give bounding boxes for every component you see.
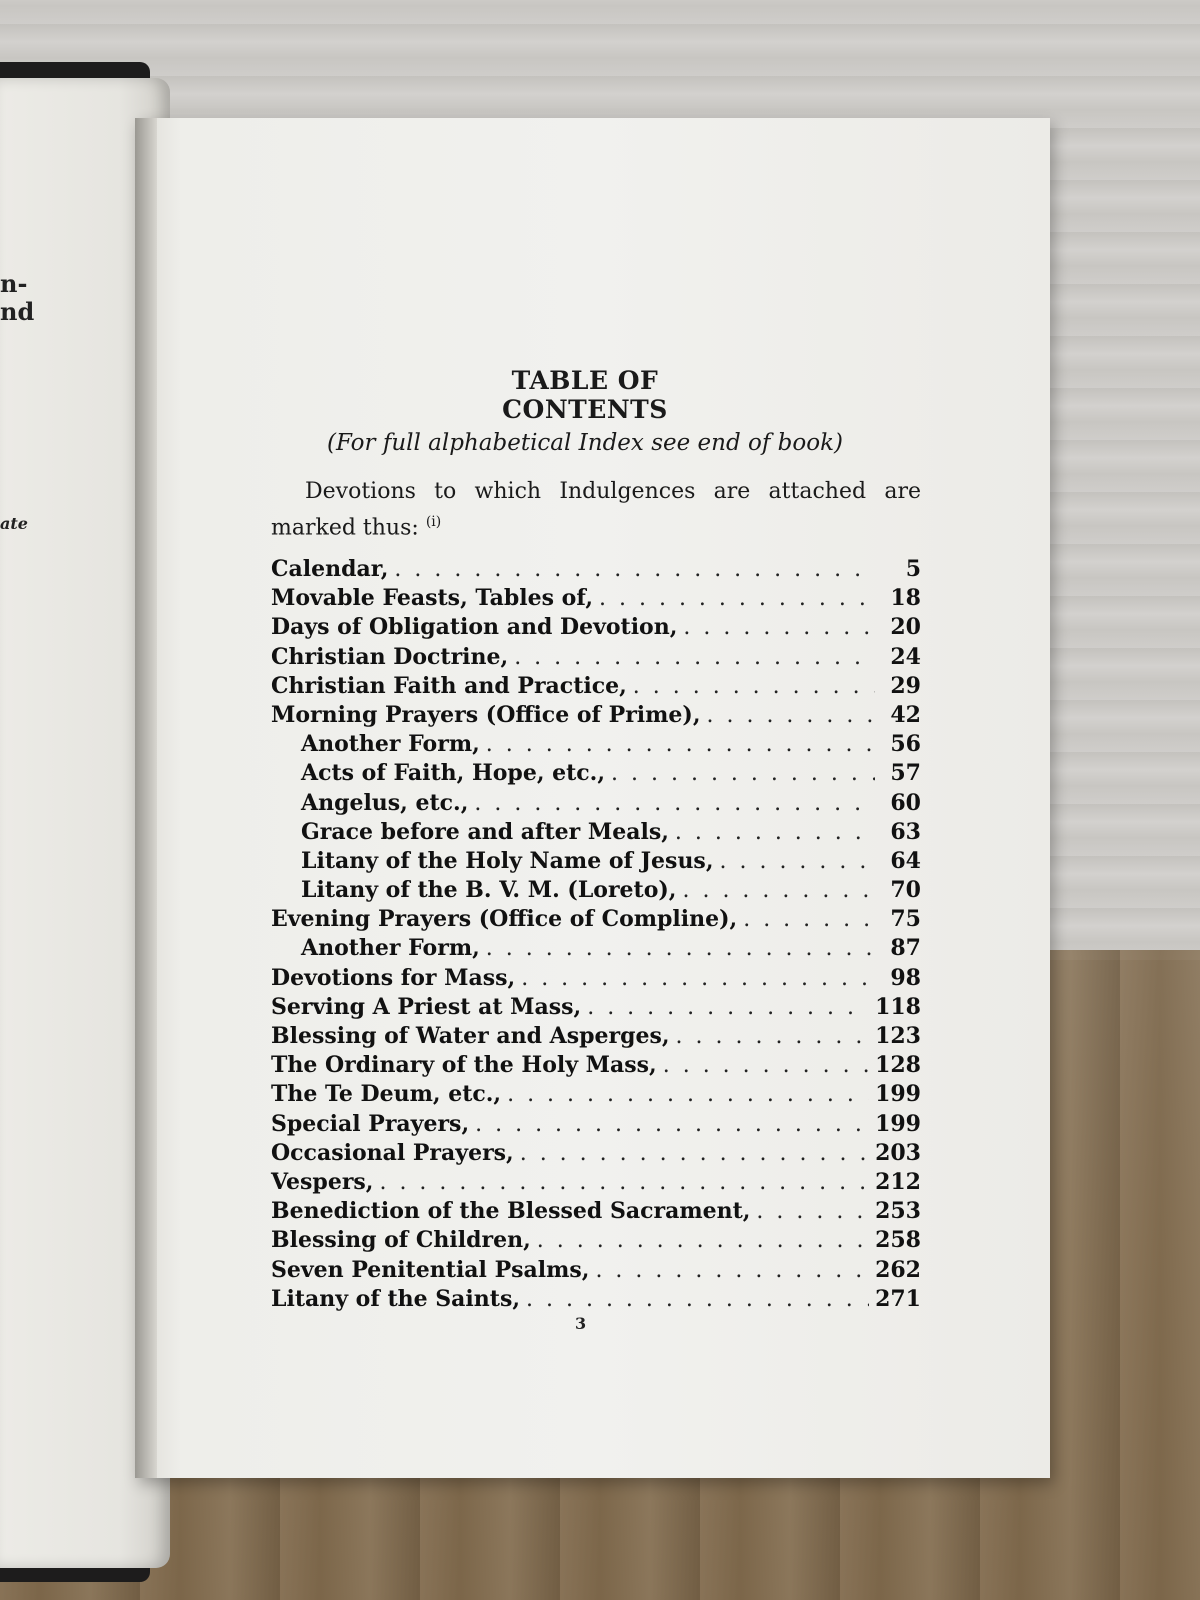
toc-subentry	[271, 790, 921, 819]
toc-entry-page: 271	[875, 1285, 921, 1312]
toc-entry	[271, 585, 921, 614]
toc-entry	[271, 673, 921, 702]
toc-entry-label: Acts of Faith, Hope, etc.,	[301, 760, 606, 787]
toc-entry	[271, 1081, 921, 1110]
toc-entry-page: 18	[890, 585, 921, 612]
toc-entry	[271, 965, 921, 994]
toc-entry-page: 128	[875, 1052, 921, 1079]
indulgence-mark: (i)	[425, 514, 442, 530]
toc-entry-label: Blessing of Water and Asperges,	[271, 1023, 670, 1049]
toc-entry-page: 118	[875, 993, 921, 1020]
leader-dots	[514, 645, 875, 670]
toc-entry-label: Seven Penitential Psalms,	[271, 1256, 590, 1283]
toc-entry-label: The Te Deum, etc.,	[271, 1081, 502, 1108]
toc-entry-label: Vespers,	[271, 1168, 374, 1195]
leader-dots	[537, 1228, 869, 1253]
toc-entry-label: Angelus, etc.,	[301, 789, 469, 816]
toc-entry	[271, 994, 921, 1023]
toc-entry-label: The Ordinary of the Holy Mass,	[271, 1052, 657, 1079]
toc-entry	[271, 702, 921, 731]
toc-entry	[271, 1227, 921, 1256]
leader-dots	[756, 1199, 869, 1224]
toc-entry	[271, 1140, 921, 1169]
toc-entry-label: Occasional Prayers,	[271, 1139, 514, 1166]
toc-entry	[271, 1052, 921, 1081]
toc-subentry	[271, 760, 921, 789]
toc-entry-page: 42	[890, 701, 921, 728]
leader-dots	[683, 615, 875, 640]
toc-entry-label: Movable Feasts, Tables of,	[271, 585, 593, 612]
toc-entry-label: Devotions for Mass,	[271, 964, 516, 991]
toc-entry-page: 123	[875, 1023, 921, 1049]
toc-entry-label: Days of Obligation and Devotion,	[271, 614, 678, 641]
toc-entry	[271, 906, 921, 935]
toc-entry-page: 98	[890, 964, 921, 991]
toc-entry-label: Morning Prayers (Office of Prime),	[271, 701, 701, 728]
leader-dots	[743, 907, 875, 932]
toc-entry	[271, 1198, 921, 1227]
toc-entry-page: 258	[875, 1227, 921, 1254]
toc-entry-page: 63	[890, 818, 921, 845]
toc-entry-label: Calendar,	[271, 556, 389, 582]
page-title: TABLE OF CONTENTS	[502, 366, 668, 424]
leader-dots	[587, 995, 869, 1020]
left-page-fragment: n-	[0, 269, 28, 298]
leader-dots	[706, 703, 875, 728]
toc-entry-label: Evening Prayers (Office of Compline),	[271, 906, 738, 933]
toc-entry-label: Blessing of Children,	[271, 1227, 531, 1254]
leader-dots	[475, 1112, 869, 1137]
toc-entry-page: 199	[875, 1081, 921, 1108]
toc-entry-page: 60	[890, 789, 921, 816]
page-subtitle: (For full alphabetical Index see end of book)	[327, 430, 843, 456]
toc-entry-label: Serving A Priest at Mass,	[271, 993, 582, 1020]
toc-entry-label: Litany of the Saints,	[271, 1285, 520, 1312]
page-gutter	[135, 118, 157, 1478]
toc-subentry	[271, 848, 921, 877]
toc-entry-page: 24	[890, 643, 921, 670]
leader-dots	[595, 1258, 869, 1283]
leader-dots	[676, 1024, 870, 1049]
indulgence-note	[271, 476, 921, 543]
toc-entry-label: Grace before and after Meals,	[301, 818, 669, 845]
leader-dots	[599, 586, 875, 611]
toc-entry-page: 262	[875, 1256, 921, 1283]
toc-entry-label: Litany of the Holy Name of Jesus,	[301, 847, 714, 874]
leader-dots	[663, 1053, 869, 1078]
toc-entry	[271, 1169, 921, 1198]
leader-dots	[719, 849, 875, 874]
leader-dots	[507, 1082, 869, 1107]
toc-entry-page: 20	[890, 614, 921, 641]
toc-entry	[271, 1111, 921, 1140]
right-page	[135, 118, 1050, 1478]
leader-dots	[486, 732, 875, 757]
leader-dots	[675, 820, 875, 845]
toc-entry-label: Special Prayers,	[271, 1110, 470, 1137]
indulgence-note-text: Devotions to which Indulgences are attached are marked thus:	[271, 479, 921, 541]
toc-entry-label: Christian Doctrine,	[271, 643, 509, 670]
leader-dots	[526, 1287, 869, 1312]
leader-dots	[379, 1170, 869, 1195]
toc-entry	[271, 556, 921, 585]
leader-dots	[611, 761, 875, 786]
toc-list	[271, 556, 921, 1315]
toc-entry-label: Benediction of the Blessed Sacrament,	[271, 1198, 751, 1225]
toc-entry-page: 199	[875, 1110, 921, 1137]
leader-dots	[394, 557, 875, 582]
leader-dots	[520, 1141, 869, 1166]
toc-entry	[271, 644, 921, 673]
toc-entry-page: 253	[875, 1198, 921, 1225]
left-page-fragment: nd	[0, 297, 35, 326]
toc-entry-page: 87	[890, 935, 921, 962]
toc-entry-page: 212	[875, 1168, 921, 1195]
toc-entry-page: 5	[905, 556, 921, 582]
toc-entry-page: 56	[890, 731, 921, 758]
page-number: 3	[575, 1314, 587, 1333]
left-page-fragment: ate	[0, 514, 28, 533]
toc-entry	[271, 614, 921, 643]
toc-subentry	[271, 819, 921, 848]
toc-entry-page: 57	[890, 760, 921, 787]
toc-entry-page: 75	[890, 906, 921, 933]
toc-entry-label: Another Form,	[301, 935, 480, 962]
toc-entry-page: 29	[890, 672, 921, 699]
leader-dots	[486, 936, 875, 961]
leader-dots	[474, 791, 875, 816]
leader-dots	[682, 878, 875, 903]
leader-dots	[633, 674, 875, 699]
toc-entry-label: Litany of the B. V. M. (Loreto),	[301, 877, 677, 904]
toc-entry-page: 203	[875, 1139, 921, 1166]
toc-entry-label: Christian Faith and Practice,	[271, 672, 627, 699]
toc-entry-label: Another Form,	[301, 731, 480, 758]
toc-subentry	[271, 731, 921, 760]
toc-entry-page: 70	[890, 877, 921, 904]
toc-subentry	[271, 935, 921, 964]
leader-dots	[521, 966, 875, 991]
toc-entry-page: 64	[890, 847, 921, 874]
toc-entry	[271, 1257, 921, 1286]
toc-entry	[271, 1023, 921, 1052]
toc-subentry	[271, 877, 921, 906]
toc-entry	[271, 1286, 921, 1315]
